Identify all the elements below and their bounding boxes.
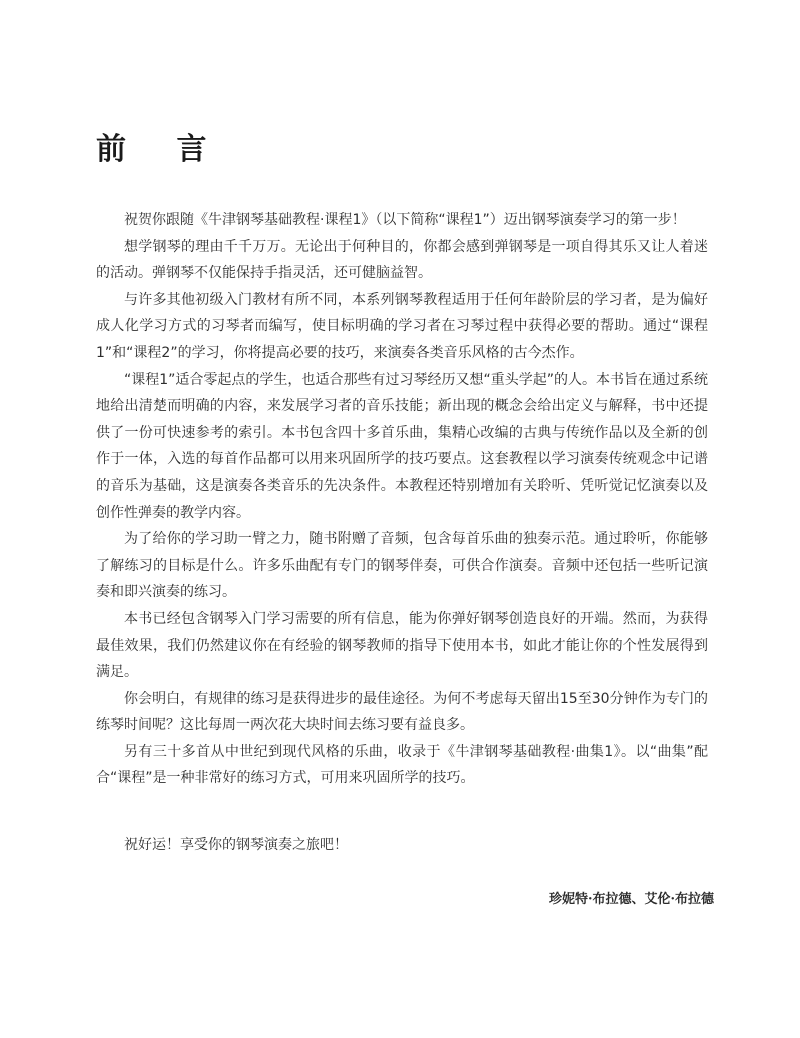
page-title: 前 言 [96, 132, 227, 167]
paragraph: 祝贺你跟随《牛津钢琴基础教程·课程1》（以下简称“课程1”）迈出钢琴演奏学习的第一步！ [124, 212, 686, 228]
paragraph: 另有三十多首从中世纪到现代风格的乐曲，收录于《牛津钢琴基础教程·曲集1》。以“曲集”配合“课程”是一种非常好的练习方式，可用来巩固所学的技巧。 [96, 743, 708, 787]
paragraph: “课程1”适合零起点的学生，也适合那些有过习琴经历又想“重头学起”的人。本书旨在通过系统地给出清楚而明确的内容，来发展学习者的音乐技能；新出现的概念会给出定义与解释，书中还提供了一份可快速参考的索引。本书包含四十多首乐曲，集精心改编的古典与传统作品以及全新的创作于一体，入选的每首作品都可以用来巩固所学的技巧要点。这套教程以学习演奏传统观念中记谱的音乐为基础，这是演奏各类音乐的先决条件。本教程还特别增加有关聆听、凭听觉记忆演奏以及创作性弹奏的教学内容。 [96, 371, 708, 521]
author-signature: 珍妮特·布拉德、艾伦·布拉德 [548, 892, 714, 907]
paragraph: 本书已经包含钢琴入门学习需要的所有信息，能为你弹好钢琴创造良好的开端。然而，为获得最佳效果，我们仍然建议你在有经验的钢琴教师的指导下使用本书，如此才能让你的个性发展得到满足。 [96, 610, 708, 681]
closing-line: 祝好运！享受你的钢琴演奏之旅吧！ [124, 837, 348, 853]
paragraph: 你会明白，有规律的练习是获得进步的最佳途径。为何不考虑每天留出15至30分钟作为专门的练琴时间呢？这比每周一两次花大块时间去练习要有益良多。 [96, 690, 708, 734]
paragraph: 为了给你的学习助一臂之力，随书附赠了音频，包含每首乐曲的独奏示范。通过聆听，你能够了解练习的目标是什么。许多乐曲配有专门的钢琴伴奏，可供合作演奏。音频中还包括一些听记演奏和即兴演奏的练习。 [96, 531, 708, 601]
paragraph: 与许多其他初级入门教材有所不同，本系列钢琴教程适用于任何年龄阶层的学习者，是为偏好成人化学习方式的习琴者而编写，使目标明确的学习者在习琴过程中获得必要的帮助。通过“课程1”和“课程2”的学习，你将提高必要的技巧，来演奏各类音乐风格的古今杰作。 [96, 291, 708, 361]
preface-body [96, 207, 708, 792]
paragraph: 想学钢琴的理由千千万万。无论出于何种目的，你都会感到弹钢琴是一项自得其乐又让人着迷的活动。弹钢琴不仅能保持手指灵活，还可健脑益智。 [96, 238, 708, 282]
